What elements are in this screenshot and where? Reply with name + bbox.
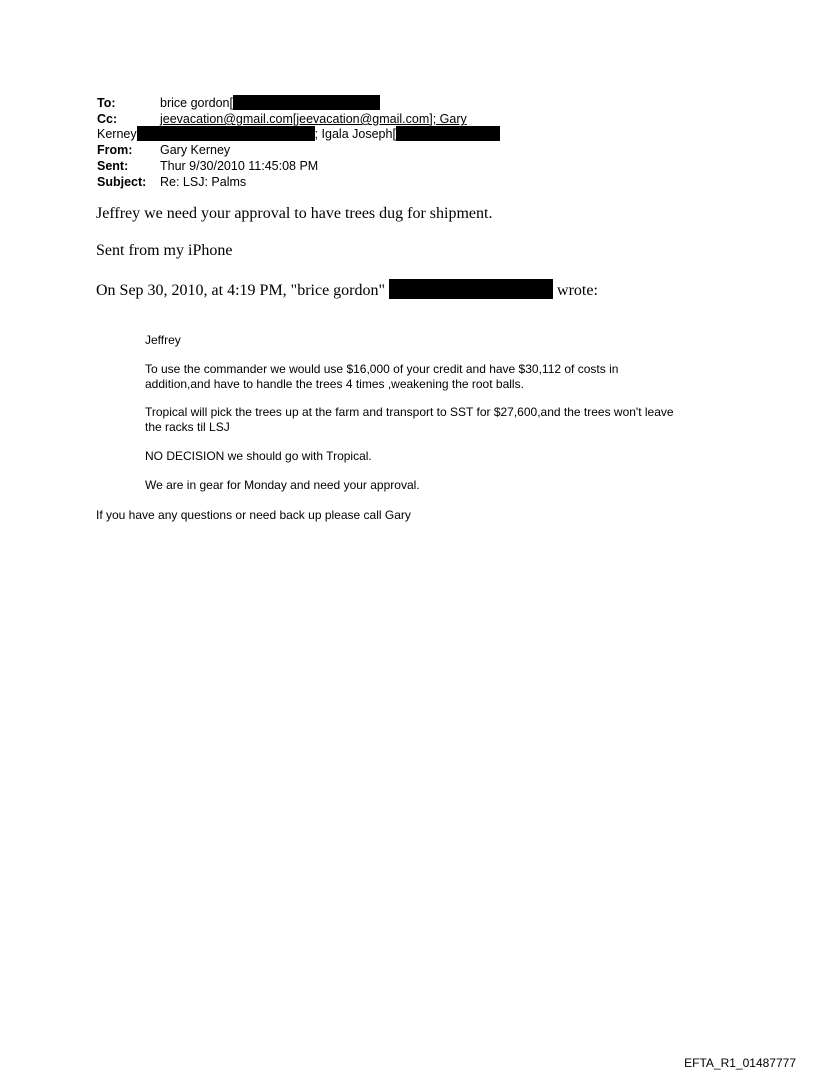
cc-name-2: ; Igala Joseph[ (314, 127, 396, 141)
quoted-paragraph-2: Tropical will pick the trees up at the farm and transport to SST for $27,600,and the trees won't leave the racks til LSJ (145, 405, 674, 434)
redaction-block (137, 126, 315, 141)
cc-name: Kerney (97, 127, 137, 141)
document-id: EFTA_R1_01487777 (684, 1056, 796, 1070)
sent-value: Thur 9/30/2010 11:45:08 PM (160, 159, 319, 173)
quoted-paragraph-1: To use the commander we would use $16,000 of your credit and have $30,112 of costs in addition,and have to handle the trees 4 times ,weakening the root balls. (145, 362, 619, 391)
quoted-paragraph-4: We are in gear for Monday and need your approval. (145, 478, 420, 492)
from-value: Gary Kerney (160, 143, 231, 157)
to-label: To: (97, 96, 116, 110)
body-line-1: Jeffrey we need your approval to have trees dug for shipment. (96, 205, 493, 222)
subject-value: Re: LSJ: Palms (160, 175, 247, 189)
on-wrote-prefix: On Sep 30, 2010, at 4:19 PM, "brice gordon" (96, 282, 386, 299)
sent-label: Sent: (97, 159, 129, 173)
on-wrote-line (96, 279, 598, 300)
quoted-greeting: Jeffrey (145, 333, 181, 347)
cc-value: jeevacation@gmail.com[jeevacation@gmail.com]; Gary (160, 112, 467, 126)
on-wrote-suffix: wrote: (557, 282, 598, 299)
redaction-block (233, 95, 380, 110)
cc-label: Cc: (97, 112, 118, 126)
redaction-block (389, 279, 553, 299)
cc-continuation-row (97, 126, 500, 142)
to-value: brice gordon[ (160, 96, 233, 110)
subject-label: Subject: (97, 175, 147, 189)
from-label: From: (97, 143, 133, 157)
closing-line: If you have any questions or need back up please call Gary (96, 508, 411, 522)
redaction-block (396, 126, 500, 141)
body-line-2: Sent from my iPhone (96, 242, 233, 259)
quoted-paragraph-3: NO DECISION we should go with Tropical. (145, 449, 372, 463)
